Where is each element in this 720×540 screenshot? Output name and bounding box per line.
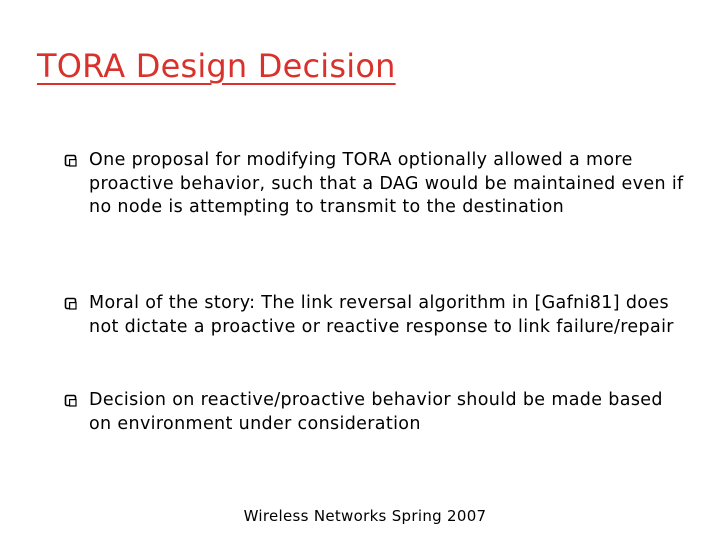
bullet-text: Moral of the story: The link reversal algorithm in [Gafni81] does not dictate a proactive or reactive response to link failure/repair [89, 293, 674, 337]
slide-title: TORA Design Decision [37, 47, 396, 85]
bullet-text: One proposal for modifying TORA optionally allowed a more proactive behavior, such that a DAG would be maintained even if no node is attempting to transmit to the destination [89, 150, 684, 217]
bullet-item [64, 389, 684, 436]
checkbox-bullet-icon [64, 154, 77, 167]
checkbox-bullet-icon [64, 394, 77, 407]
bullet-item [64, 149, 684, 220]
bullet-item [64, 292, 684, 339]
slide-footer: Wireless Networks Spring 2007 [243, 507, 487, 525]
checkbox-bullet-icon [64, 297, 77, 310]
bullet-text: Decision on reactive/proactive behavior should be made based on environment under consideration [89, 390, 663, 434]
